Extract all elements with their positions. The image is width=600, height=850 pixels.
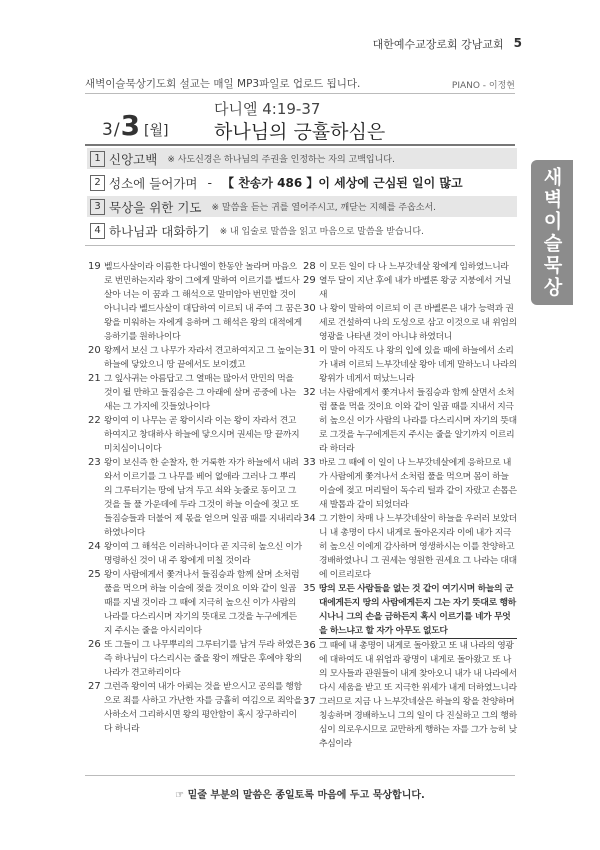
verse-text: 벨드사살이라 이름한 다니엘이 한동안 놀라며 마음으로 번민하는지라 왕이 그에게 말하여 이르기를 벨드사살아 너는 이 꿈과 그 해석으로 말미암아 번민할 것이 아니니라 벨드사살이 대답하여 이르되 내 주여 그 꿈은 왕을 미워하는 자에게 응하며 그 해석은 왕의 대적에게 응하기를 원하나이다 bbox=[104, 262, 302, 342]
verse-text: 왕이 사람에게서 쫓겨나서 들짐승과 함께 살며 소처럼 풀을 먹으며 하늘 이슬에 젖을 것이요 이와 같이 일곱 때를 지낼 것이라 그 때에 지극히 높으신 이가 사람의 나라를 다스리시며 자기의 뜻대로 그것을 누구에게든지 주시는 줄을 아시리이다 bbox=[104, 570, 300, 636]
scripture-column-right bbox=[303, 260, 517, 751]
verse bbox=[88, 260, 303, 344]
order-label: 하나님과 대화하기 bbox=[109, 223, 210, 239]
order-label: 신앙고백 bbox=[109, 151, 158, 167]
order-label: 묵상을 위한 기도 bbox=[109, 199, 202, 215]
verse-text: 그 때에 내 총명이 내게로 돌아왔고 또 내 나라의 영광에 대하여도 내 위엄과 광명이 내게로 돌아왔고 또 나의 모사들과 관원들이 내게 찾아오니 내가 내 나라에서 다시 세움을 받고 또 지극한 위세가 내게 더하였느니라 bbox=[319, 641, 517, 693]
verse bbox=[303, 344, 517, 386]
verse-number: 33 bbox=[303, 457, 316, 468]
verse-text: 그 기한이 차매 나 느부갓네살이 하늘을 우러러 보았더니 내 총명이 다시 내게로 돌아온지라 이에 내가 지극히 높으신 이에게 감사하며 영생하시는 이를 찬양하고 경배하였나니 그 권세는 영원한 권세요 그 나라는 대대에 이르리로다 bbox=[319, 514, 517, 580]
verse bbox=[303, 274, 517, 302]
verse-number: 27 bbox=[88, 681, 101, 692]
date-slash: / bbox=[113, 120, 120, 140]
verse bbox=[303, 260, 517, 274]
verse-number: 28 bbox=[303, 261, 316, 272]
verse bbox=[303, 302, 517, 344]
verse bbox=[303, 695, 517, 751]
order-divider bbox=[85, 245, 515, 246]
verse-text: 너는 사람에게서 쫓겨나서 들짐승과 함께 살면서 소처럼 풀을 먹을 것이요 이와 같이 일곱 때를 지내서 지극히 높으신 이가 사람의 나라를 다스리시며 자기의 뜻대로 그것을 누구에게든지 주시는 줄을 알기까지 이르리라 하더라 bbox=[319, 388, 517, 454]
piano-credit: PIANO - 이정현 bbox=[451, 81, 515, 91]
scripture-column-left bbox=[88, 260, 303, 736]
bottom-divider bbox=[85, 775, 515, 776]
hymn-title: 【 찬송가 486 】이 세상에 근심된 일이 많고 bbox=[222, 176, 463, 190]
verse bbox=[88, 456, 303, 540]
date-day: 3 bbox=[120, 109, 141, 142]
verse-text: 왕께서 보신 그 나무가 자라서 견고하여지고 그 높이는 하늘에 닿았으니 땅 끝에서도 보이겠고 bbox=[104, 346, 302, 370]
order-row-1 bbox=[87, 148, 517, 169]
side-tab-label: 새벽이슬묵상 bbox=[540, 166, 563, 299]
verse bbox=[303, 582, 517, 639]
date-weekday: [월] bbox=[144, 123, 169, 139]
verse-number: 34 bbox=[303, 513, 316, 524]
date-label bbox=[102, 109, 169, 142]
verse-number: 31 bbox=[303, 345, 316, 356]
verse bbox=[303, 639, 517, 695]
title-divider bbox=[85, 144, 515, 146]
verse-text: 왕이여 그 해석은 이러하니이다 곧 지극히 높으신 이가 명령하신 것이 내 주 왕에게 미칠 것이라 bbox=[104, 542, 302, 566]
verse-text: 왕이여 이 나무는 곧 왕이시라 이는 왕이 자라서 견고하여지고 창대하사 하늘에 닿으시며 권세는 땅 끝까지 미치심이니이다 bbox=[104, 416, 300, 454]
upload-notice: 새벽이슬묵상기도회 설교는 매일 MP3파일로 업로드 됩니다. bbox=[85, 78, 361, 90]
page-number: 5 bbox=[513, 36, 522, 50]
meditation-note: ☞ 밑줄 부분의 말씀은 종일토록 마음에 두고 묵상합니다. bbox=[175, 790, 425, 801]
side-tab bbox=[531, 160, 573, 305]
verse bbox=[88, 414, 303, 456]
order-row-4 bbox=[87, 220, 517, 241]
verse-number: 26 bbox=[88, 639, 101, 650]
verse-number: 24 bbox=[88, 541, 101, 552]
verse bbox=[303, 386, 517, 456]
order-dash: - bbox=[207, 175, 213, 190]
verse-number: 30 bbox=[303, 303, 316, 314]
verse-text: 열두 달이 지난 후에 내가 바벨론 왕궁 지붕에서 거닐새 bbox=[319, 276, 512, 300]
order-row-3 bbox=[87, 196, 517, 217]
order-note: ※ 말씀을 듣는 귀를 열어주시고, 깨닫는 지혜를 주옵소서. bbox=[211, 203, 437, 213]
verse-number: 37 bbox=[303, 696, 316, 707]
verse-number: 19 bbox=[88, 261, 101, 272]
verse bbox=[303, 456, 517, 512]
verse bbox=[88, 568, 303, 638]
order-number: 3 bbox=[90, 199, 105, 215]
verse-text: 그 잎사귀는 아름답고 그 열매는 많아서 만민의 먹을 것이 될 만하고 들짐승은 그 아래에 살며 공중에 나는 새는 그 가지에 깃들었나이다 bbox=[104, 374, 297, 412]
scripture-reference: 다니엘 4:19-37 bbox=[214, 100, 321, 118]
verse-text: 또 그들이 그 나무뿌리의 그루터기를 남겨 두라 하였은즉 하나님이 다스리시는 줄을 왕이 깨달은 후에야 왕의 나라가 견고하리이다 bbox=[104, 640, 302, 678]
verse-number: 22 bbox=[88, 415, 101, 426]
verse-text: 이 말이 아직도 나 왕의 입에 있을 때에 하늘에서 소리가 내려 이르되 느부갓네살 왕아 네게 말하노니 나라의 왕위가 네게서 떠났느니라 bbox=[319, 346, 517, 384]
verse-number: 32 bbox=[303, 387, 316, 398]
info-line bbox=[85, 76, 515, 91]
verse bbox=[88, 638, 303, 680]
verse-text-underlined: 땅의 모든 사람들을 없는 것 같이 여기시며 하늘의 군대에게든지 땅의 사람에게든지 그는 자기 뜻대로 행하시나니 그의 손을 금하든지 혹시 이르기를 네가 무엇을 하느냐고 할 자가 아무도 없도다 bbox=[319, 582, 517, 639]
verse-number: 23 bbox=[88, 457, 101, 468]
verse-number: 29 bbox=[303, 275, 316, 286]
order-number: 4 bbox=[90, 223, 105, 239]
divider bbox=[85, 93, 515, 94]
verse-text: 그런즉 왕이여 내가 아뢰는 것을 받으시고 공의를 행함으로 죄를 사하고 가난한 자를 긍휼히 여김으로 죄악을 사하소서 그리하시면 왕의 평안함이 혹시 장구하리이다 하니라 bbox=[104, 682, 302, 734]
order-label: 성소에 들어가며 bbox=[109, 175, 198, 191]
verse-text: 나 왕이 말하여 이르되 이 큰 바벨론은 내가 능력과 권세로 건설하여 나의 도성으로 삼고 이것으로 내 위엄의 영광을 나타낸 것이 아니냐 하였더니 bbox=[319, 304, 517, 342]
order-number: 1 bbox=[90, 151, 105, 167]
verse-number: 35 bbox=[303, 583, 316, 594]
verse-text: 바로 그 때에 이 일이 나 느부갓네살에게 응하므로 내가 사람에게 쫓겨나서 소처럼 풀을 먹으며 몸이 하늘 이슬에 젖고 머리털이 독수리 털과 같이 자랐고 손톱은 새 발톱과 같이 되었더라 bbox=[319, 458, 517, 510]
verse bbox=[88, 540, 303, 568]
verse-text: 이 모든 일이 다 나 느부갓네살 왕에게 임하였느니라 bbox=[319, 262, 509, 272]
sermon-title: 하나님의 긍휼하심은 bbox=[214, 121, 386, 143]
order-note: ※ 사도신경은 하나님의 주권을 인정하는 자의 고백입니다. bbox=[167, 155, 395, 165]
order-note: ※ 내 입술로 말씀을 읽고 마음으로 말씀을 받습니다. bbox=[219, 227, 424, 237]
verse-number: 25 bbox=[88, 569, 101, 580]
verse bbox=[88, 344, 303, 372]
verse-text: 왕이 보신즉 한 순찰자, 한 거룩한 자가 하늘에서 내려와서 이르기를 그 나무를 베어 없애라 그러나 그 뿌리의 그루터기는 땅에 남겨 두고 쇠와 놋줄로 동이고 그것을 들 풀 가운데에 두라 그것이 하늘 이슬에 젖고 또 들짐승들과 더불어 제 몫을 얻으며 일곱 때를 지내리라 하였나이다 bbox=[104, 458, 302, 538]
page-header bbox=[373, 36, 522, 52]
verse-number: 21 bbox=[88, 373, 101, 384]
verse-number: 36 bbox=[303, 640, 316, 651]
verse bbox=[88, 372, 303, 414]
order-number: 2 bbox=[90, 175, 105, 191]
order-row-2 bbox=[87, 172, 517, 193]
verse-text: 그러므로 지금 나 느부갓네살은 하늘의 왕을 찬양하며 칭송하며 경배하노니 그의 일이 다 진실하고 그의 행하심이 의로우시므로 교만하게 행하는 자를 그가 능히 낮추심이라 bbox=[319, 697, 517, 749]
verse-number: 20 bbox=[88, 345, 101, 356]
date-month: 3 bbox=[102, 120, 113, 140]
verse bbox=[88, 680, 303, 736]
church-name: 대한예수교장로회 강남교회 bbox=[372, 38, 504, 51]
verse bbox=[303, 512, 517, 582]
